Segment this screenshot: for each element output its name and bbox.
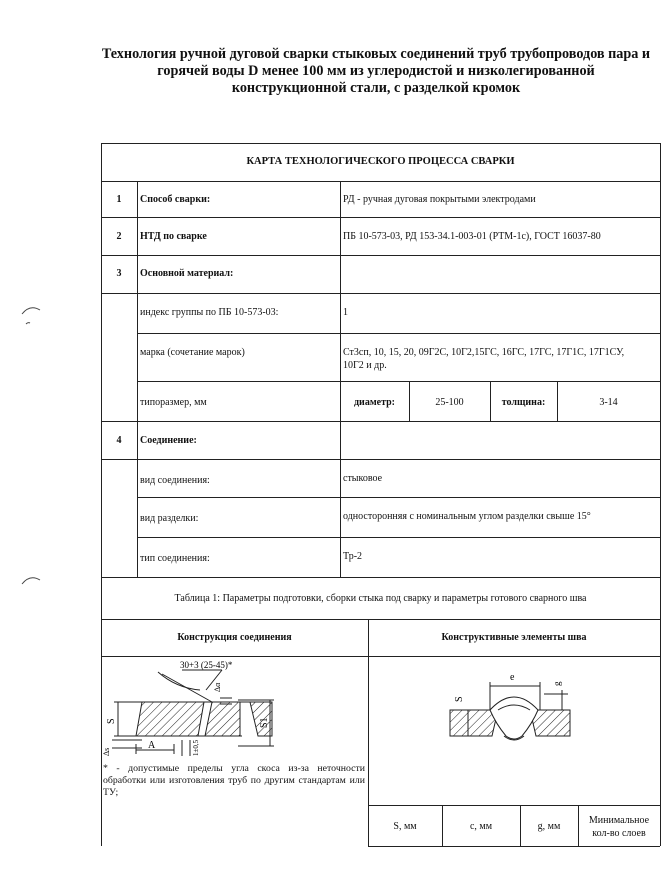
- row-1-number: 1: [116, 194, 122, 205]
- title-line-2: горячей воды D менее 100 мм из углеродистой и низколегированной: [157, 63, 595, 79]
- row-2-value: ПБ 10-573-03, РД 153-34.1-003-01 (РТМ-1с), ГОСТ 16037-80: [343, 231, 601, 242]
- gap-dimension-label: 1±0,5: [192, 739, 200, 756]
- delta-alpha-label: Δα: [213, 682, 222, 692]
- e-dimension-label: e: [510, 672, 515, 683]
- s-weld-label: S: [454, 696, 465, 702]
- s1-dimension-label: S1: [259, 717, 270, 728]
- thickness-label: толщина:: [501, 397, 546, 408]
- row-3-label: Основной материал:: [140, 268, 234, 279]
- size-label: типоразмер, мм: [140, 397, 207, 408]
- grade-label: марка (сочетание марок): [140, 347, 245, 358]
- joint-code-value: Тр-2: [343, 551, 363, 562]
- table-1-caption: Таблица 1: Параметры подготовки, сборки стыка под сварку и параметры готового сварного шва: [174, 593, 587, 604]
- groove-type-label: вид разделки:: [140, 513, 199, 524]
- card-title: КАРТА ТЕХНОЛОГИЧЕСКОГО ПРОЦЕССА СВАРКИ: [246, 156, 515, 167]
- param-g-header: g, мм: [537, 821, 561, 832]
- row-2-number: 2: [116, 231, 122, 242]
- diameter-value: 25-100: [435, 397, 464, 408]
- angle-footnote: * - допустимые пределы угла скоса из-за неточности обработки или изготовления труб по другим стандартам или ТУ;: [103, 763, 365, 798]
- joint-type-value: стыковое: [343, 473, 383, 484]
- g-dimension-label: g: [552, 681, 562, 686]
- row-3-number: 3: [116, 268, 122, 279]
- param-layers-line-1: Минимальное: [588, 815, 650, 826]
- param-layers-header: [578, 814, 660, 840]
- title-line-3: конструкционной стали, с разделкой кромок: [231, 80, 521, 96]
- weld-elements-header: Конструктивные элементы шва: [441, 632, 587, 643]
- param-c-header: c, мм: [469, 821, 493, 832]
- thickness-value: 3-14: [599, 397, 618, 408]
- row-2-label: НТД по сварке: [140, 231, 207, 242]
- param-layers-line-2: кол-во слоев: [592, 828, 646, 839]
- groove-angle-label: 30+3 (25-45)*: [180, 660, 233, 670]
- param-s-header: S, мм: [393, 821, 417, 832]
- a-dimension-label: A: [148, 740, 156, 751]
- row-4-number: 4: [116, 435, 122, 446]
- grade-value-line-2: 10Г2 и др.: [343, 360, 387, 371]
- row-4-label: Соединение:: [140, 435, 197, 446]
- row-1-label: Способ сварки:: [140, 194, 211, 205]
- delta-s-label: Δs: [102, 747, 111, 756]
- diameter-label: диаметр:: [354, 397, 395, 408]
- joint-type-label: вид соединения:: [140, 475, 210, 486]
- title-line-1: Технология ручной дуговой сварки стыковых соединений труб трубопроводов пара и: [101, 46, 651, 62]
- group-index-value: 1: [343, 307, 348, 318]
- grade-value: [343, 346, 658, 372]
- scan-mark-bottom: [20, 570, 44, 590]
- scan-mark-top: [20, 300, 44, 330]
- document-title: [96, 46, 656, 97]
- row-1-value: РД - ручная дуговая покрытыми электродами: [343, 194, 536, 205]
- groove-type-value: односторонняя с номинальным углом разделки свыше 15°: [343, 511, 591, 522]
- weld-elements-drawing: [440, 664, 580, 746]
- joint-design-header: Конструкция соединения: [177, 632, 292, 643]
- s-dimension-label: S: [106, 718, 117, 724]
- joint-code-label: тип соединения:: [140, 553, 210, 564]
- grade-value-line-1: Ст3сп, 10, 15, 20, 09Г2С, 10Г2,15ГС, 16ГС, 17ГС, 17Г1С, 17Г1СУ,: [343, 347, 625, 358]
- joint-design-drawing: [102, 660, 368, 762]
- group-index-label: индекс группы по ПБ 10-573-03:: [140, 307, 279, 318]
